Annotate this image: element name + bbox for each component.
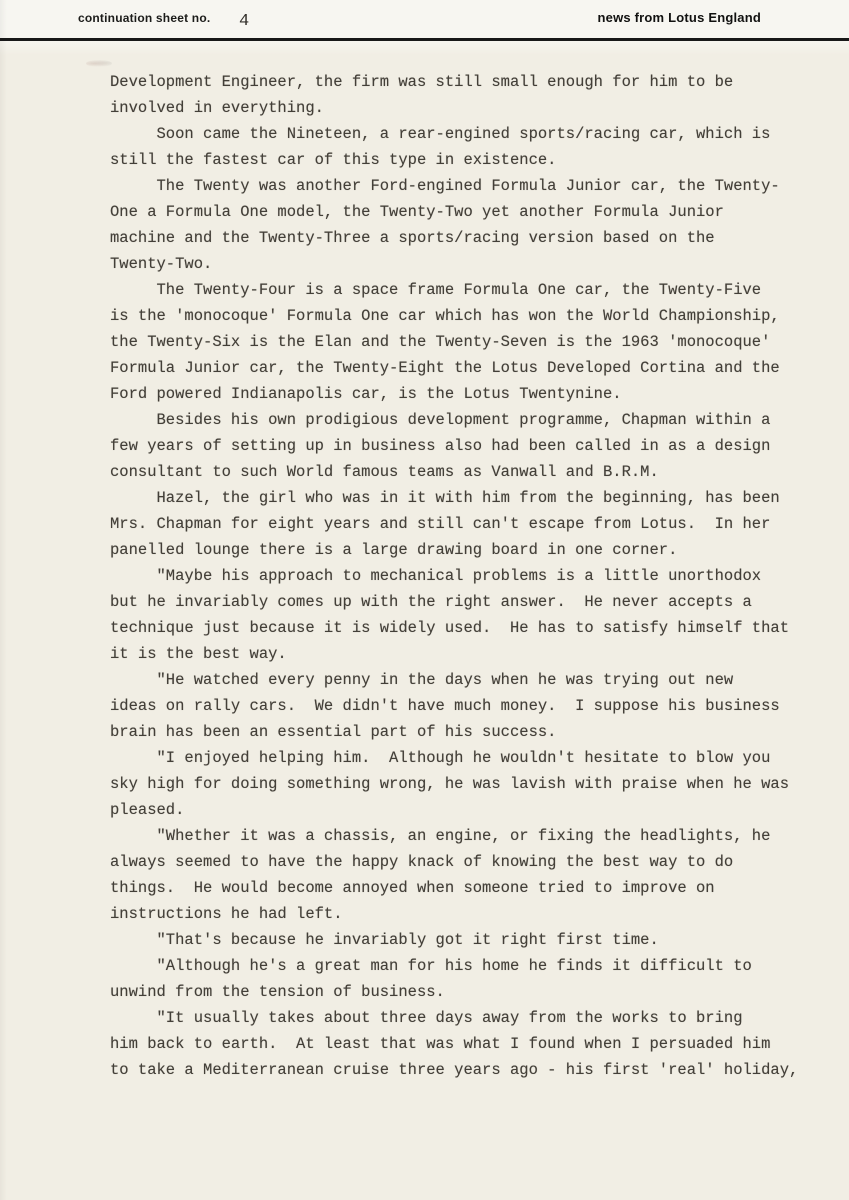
text-line: Ford powered Indianapolis car, is the Lotus Twentynine. <box>110 385 622 403</box>
text-line: "That's because he invariably got it right first time. <box>110 931 659 949</box>
text-line: to take a Mediterranean cruise three years ago - his first 'real' holiday, <box>110 1061 799 1079</box>
text-line: sky high for doing something wrong, he was lavish with praise when he was <box>110 775 790 793</box>
text-line: ideas on rally cars. We didn't have much money. I suppose his business <box>110 697 780 715</box>
text-line: him back to earth. At least that was what I found when I persuaded him <box>110 1035 771 1053</box>
paragraph <box>110 485 822 563</box>
text-line: panelled lounge there is a large drawing board in one corner. <box>110 541 678 559</box>
text-line: technique just because it is widely used. He has to satisfy himself that <box>110 619 790 637</box>
text-line: "Although he's a great man for his home he finds it difficult to <box>110 957 752 975</box>
text-line: brain has been an essential part of his success. <box>110 723 557 741</box>
paragraph <box>110 667 822 745</box>
text-line: things. He would become annoyed when someone tried to improve on <box>110 879 715 897</box>
text-line: always seemed to have the happy knack of knowing the best way to do <box>110 853 734 871</box>
paper-smudge <box>86 60 112 67</box>
document-body <box>110 69 822 1083</box>
text-line: "It usually takes about three days away from the works to bring <box>110 1009 743 1027</box>
text-line: "Maybe his approach to mechanical problems is a little unorthodox <box>110 567 762 585</box>
paragraph <box>110 745 822 823</box>
text-line: Besides his own prodigious development programme, Chapman within a <box>110 411 771 429</box>
text-line: instructions he had left. <box>110 905 343 923</box>
text-line: The Twenty-Four is a space frame Formula One car, the Twenty-Five <box>110 281 762 299</box>
text-line: unwind from the tension of business. <box>110 983 445 1001</box>
paragraph <box>110 173 822 277</box>
paragraph <box>110 121 822 173</box>
text-line: it is the best way. <box>110 645 287 663</box>
text-line: The Twenty was another Ford-engined Formula Junior car, the Twenty- <box>110 177 780 195</box>
text-line: "He watched every penny in the days when he was trying out new <box>110 671 734 689</box>
text-line: "I enjoyed helping him. Although he wouldn't hesitate to blow you <box>110 749 771 767</box>
paragraph <box>110 563 822 667</box>
header-divider <box>0 38 849 41</box>
text-line: pleased. <box>110 801 185 819</box>
paragraph <box>110 407 822 485</box>
text-line: Soon came the Nineteen, a rear-engined sports/racing car, which is <box>110 125 771 143</box>
sheet-number: 4 <box>239 12 250 31</box>
text-line: but he invariably comes up with the right answer. He never accepts a <box>110 593 752 611</box>
text-line: Mrs. Chapman for eight years and still can't escape from Lotus. In her <box>110 515 771 533</box>
paragraph <box>110 1005 822 1083</box>
paragraph <box>110 927 822 953</box>
text-line: machine and the Twenty-Three a sports/racing version based on the <box>110 229 715 247</box>
text-line: still the fastest car of this type in existence. <box>110 151 557 169</box>
text-line: Development Engineer, the firm was still small enough for him to be <box>110 73 734 91</box>
text-line: consultant to such World famous teams as Vanwall and B.R.M. <box>110 463 659 481</box>
text-line: Hazel, the girl who was in it with him from the beginning, has been <box>110 489 780 507</box>
continuation-sheet-label: continuation sheet no. <box>78 11 211 25</box>
text-line: is the 'monocoque' Formula One car which has won the World Championship, <box>110 307 780 325</box>
letterhead-title: news from Lotus England <box>597 10 761 25</box>
text-line: few years of setting up in business also had been called in as a design <box>110 437 771 455</box>
paragraph <box>110 823 822 927</box>
text-line: involved in everything. <box>110 99 324 117</box>
text-line: One a Formula One model, the Twenty-Two yet another Formula Junior <box>110 203 724 221</box>
text-line: "Whether it was a chassis, an engine, or fixing the headlights, he <box>110 827 771 845</box>
paragraph <box>110 69 822 121</box>
text-line: the Twenty-Six is the Elan and the Twenty-Seven is the 1963 'monocoque' <box>110 333 771 351</box>
paragraph <box>110 953 822 1005</box>
text-line: Twenty-Two. <box>110 255 213 273</box>
text-line: Formula Junior car, the Twenty-Eight the Lotus Developed Cortina and the <box>110 359 780 377</box>
paragraph <box>110 277 822 407</box>
